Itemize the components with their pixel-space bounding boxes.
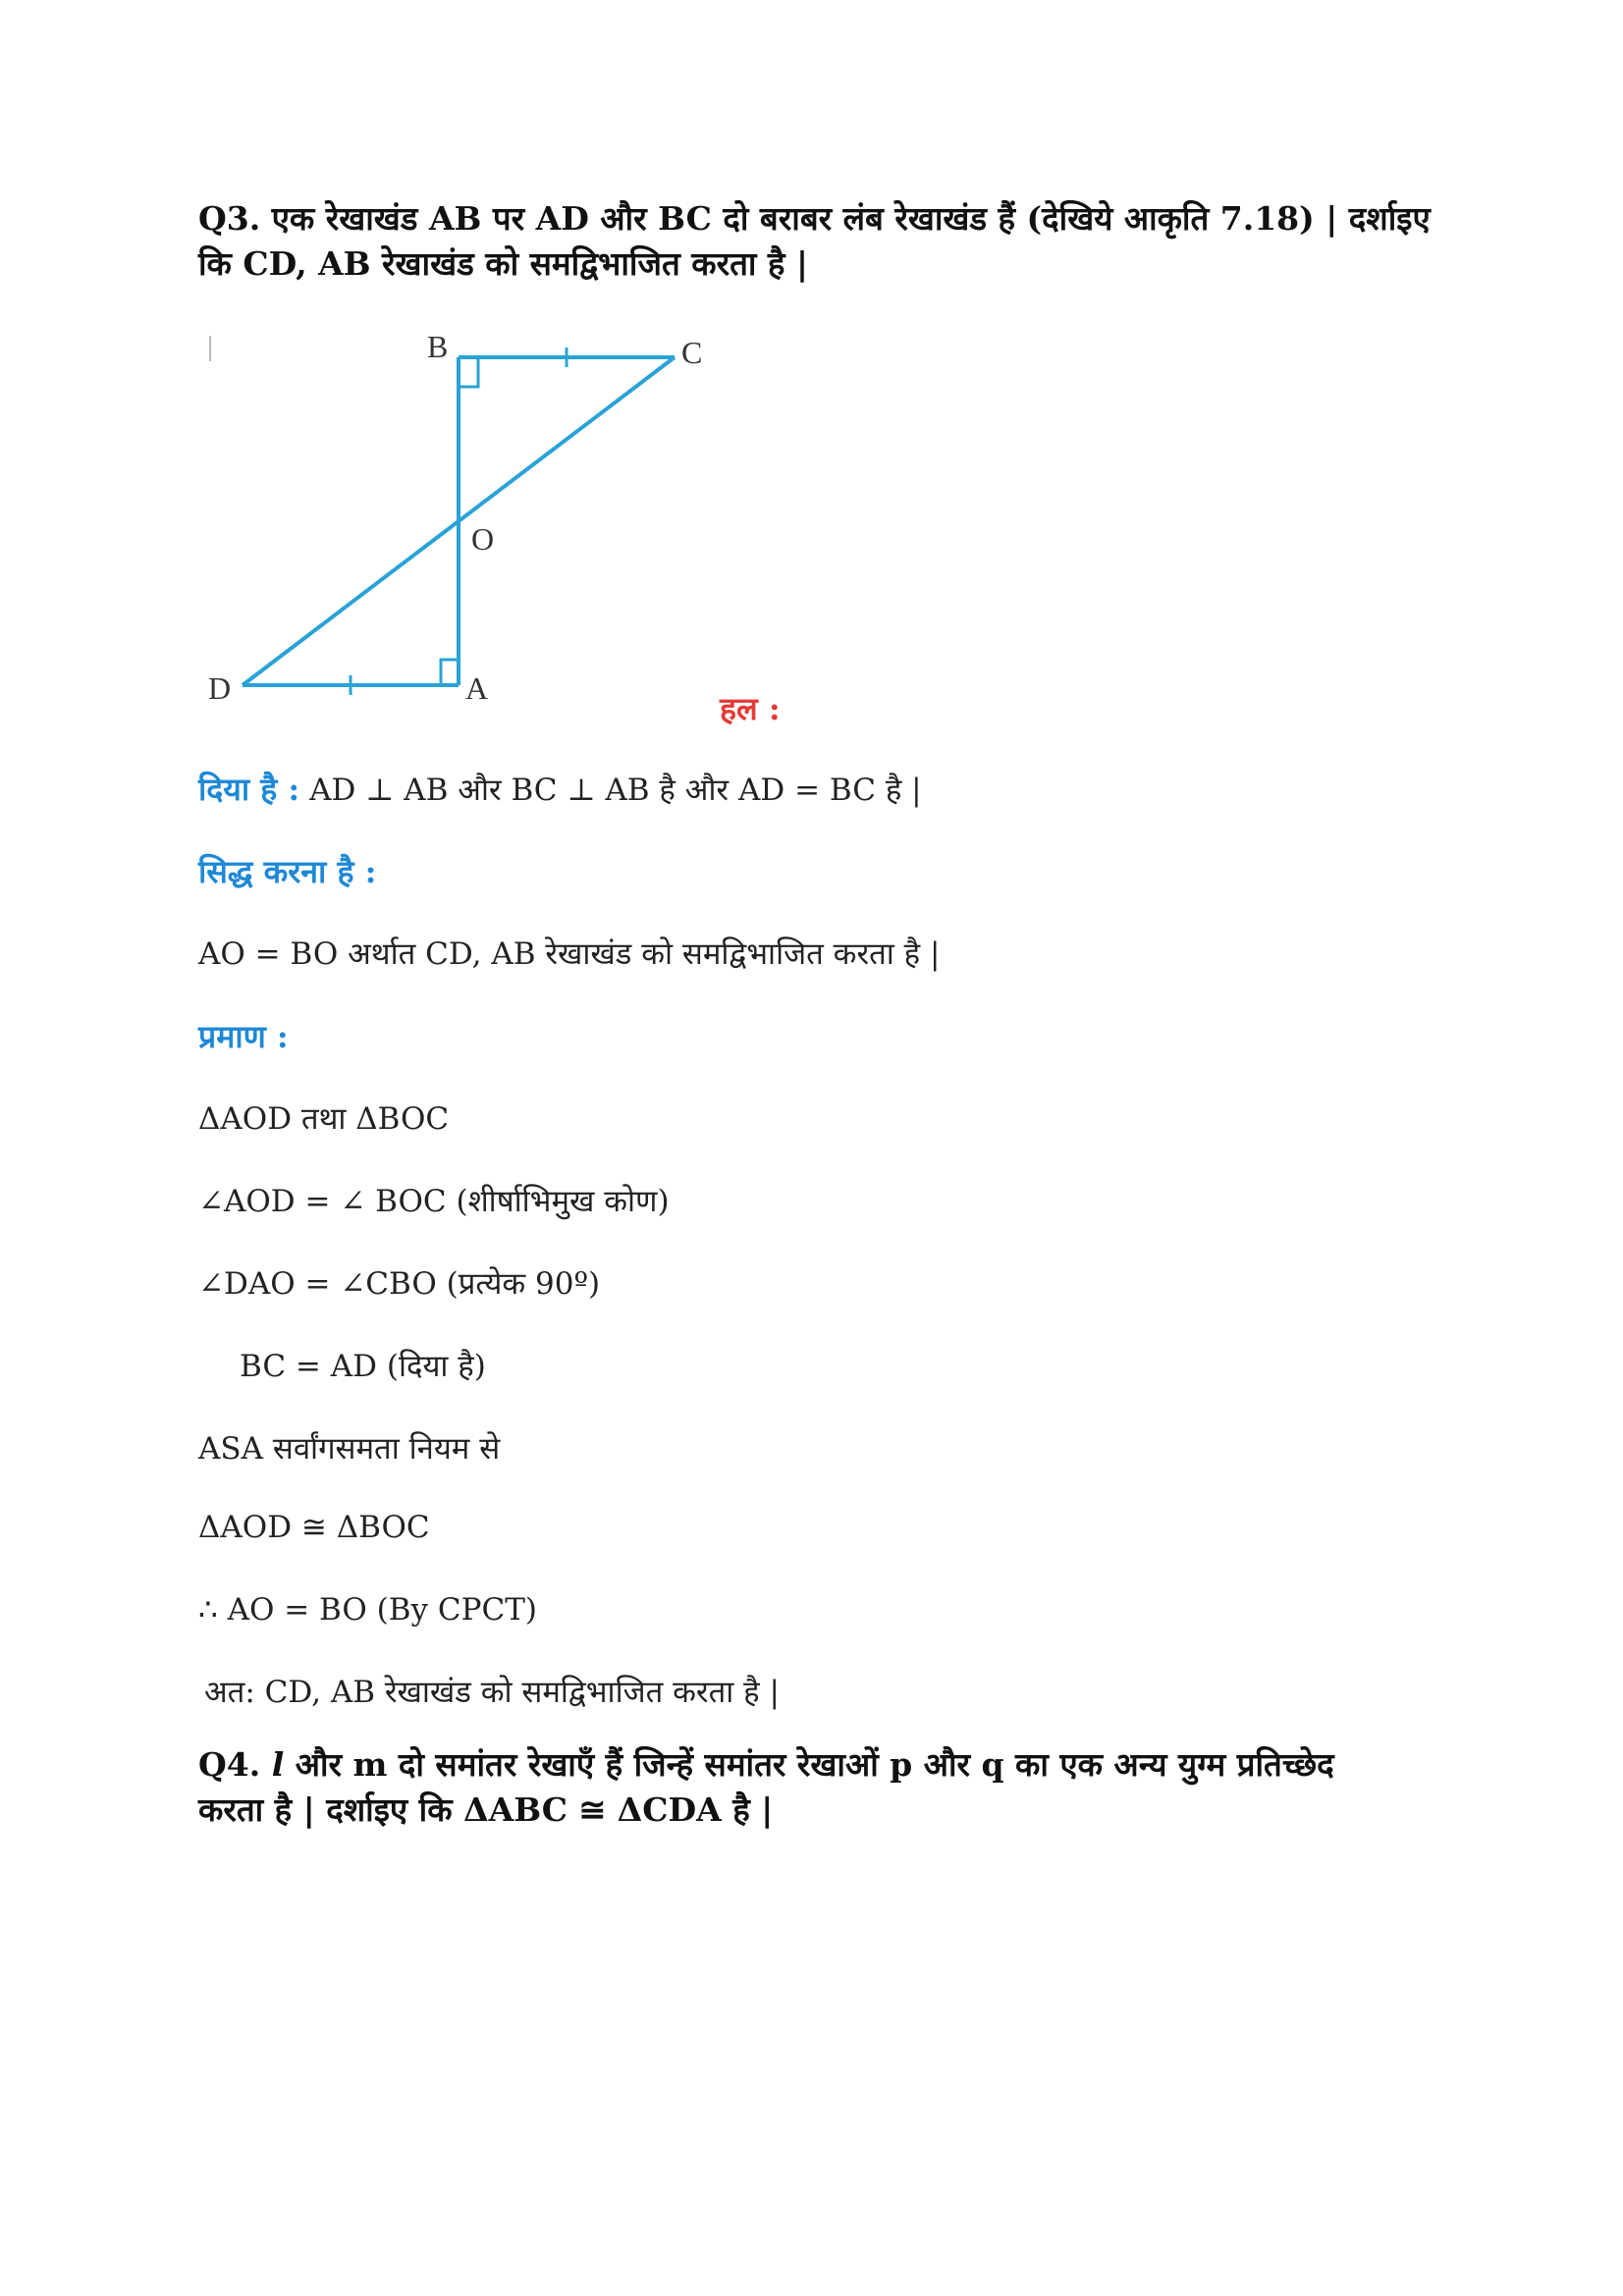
- question-4-line-1: [198, 1742, 1435, 1788]
- conclusion-line: अत: CD, AB रेखाखंड को समद्विभाजित करता है |: [204, 1675, 780, 1710]
- solution-heading: हल :: [720, 690, 781, 727]
- proof-step: ∠DAO = ∠CBO (प्रत्येक 90º): [198, 1266, 601, 1302]
- right-angle-mark-a: [441, 660, 459, 685]
- label-d: D: [208, 670, 232, 706]
- to-prove-text: AO = BO अर्थात CD, AB रेखाखंड को समद्विभाजित करता है |: [198, 936, 941, 972]
- question-4-line-2: करता है | दर्शाइए कि ΔABC ≅ ΔCDA है |: [198, 1790, 774, 1829]
- figure-7-18: [196, 314, 746, 726]
- label-c: C: [681, 335, 703, 370]
- proof-heading: प्रमाण :: [198, 1018, 289, 1055]
- to-prove-heading: सिद्ध करना है :: [198, 853, 377, 890]
- proof-step: ASA सर्वांगसमता नियम से: [198, 1431, 501, 1467]
- line-l-symbol: l: [271, 1745, 285, 1784]
- right-angle-mark-b: [459, 357, 478, 387]
- proof-step: ΔAOD ≅ ΔBOC: [198, 1510, 430, 1545]
- question-4-number: Q4.: [198, 1745, 272, 1784]
- question-4-line-1-text: और m दो समांतर रेखाएँ हैं जिन्हें समांतर रेखाओं p और q का एक अन्य युग्म प्रतिच्छेद: [284, 1745, 1334, 1784]
- question-4: [198, 1742, 1435, 1833]
- proof-step: ∠AOD = ∠ BOC (शीर्षाभिमुख कोण): [198, 1184, 670, 1219]
- question-3-line-2: कि CD, AB रेखाखंड को समद्विभाजित करता है |: [198, 244, 808, 283]
- label-b: B: [427, 329, 449, 364]
- label-o: O: [471, 521, 495, 557]
- proof-step: BC = AD (दिया है): [240, 1349, 486, 1384]
- given-line: [198, 768, 922, 810]
- label-a: A: [465, 670, 489, 706]
- given-heading: दिया है :: [198, 771, 300, 808]
- proof-step: ΔAOD तथा ΔBOC: [198, 1101, 450, 1137]
- question-3: [198, 196, 1435, 287]
- proof-step: ∴ AO = BO (By CPCT): [198, 1592, 537, 1628]
- question-3-line-1: Q3. एक रेखाखंड AB पर AD और BC दो बराबर लंब रेखाखंड हैं (देखिये आकृति 7.18) | दर्शाइए: [198, 199, 1431, 238]
- given-text: AD ⊥ AB और BC ⊥ AB है और AD = BC है |: [309, 773, 922, 808]
